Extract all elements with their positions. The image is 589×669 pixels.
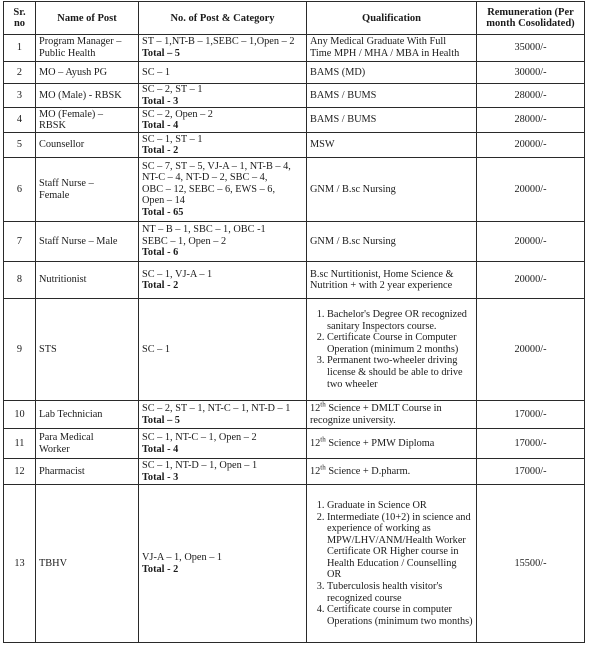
remuneration-cell: 35000/- (477, 35, 585, 62)
post-category-cell (139, 108, 307, 133)
remuneration-cell: 28000/- (477, 84, 585, 108)
qualification-cell (307, 485, 477, 643)
qualification-cell (307, 62, 477, 84)
post-name-line: RBSK (39, 120, 66, 132)
sr-no-cell: 5 (4, 133, 36, 158)
category-line: NT-C – 4, NT-D – 2, SBC – 4, (142, 172, 268, 184)
category-line: SC – 1 (142, 66, 171, 78)
sr-no-cell: 8 (4, 262, 36, 299)
total-count: Total - 3 (142, 471, 179, 483)
remuneration-cell: 20000/- (477, 222, 585, 262)
post-name-cell (36, 133, 139, 158)
total-count: Total - 2 (142, 280, 179, 292)
post-name-cell (36, 84, 139, 108)
sr-no-cell: 3 (4, 84, 36, 108)
post-name-line: MO – Ayush PG (39, 66, 108, 78)
total-count: Total - 65 (142, 207, 184, 219)
qualification-line: BAMS / BUMS (310, 89, 377, 101)
post-name-line: Program Manager – (39, 36, 122, 48)
total-count: Total - 2 (142, 145, 179, 157)
qualification-line: BAMS / BUMS (310, 114, 377, 126)
category-line: SC – 1, ST – 1 (142, 133, 203, 145)
qualification-cell (307, 262, 477, 299)
category-line: OBC – 12, SEBC – 6, EWS – 6, (142, 183, 276, 195)
qualification-cell (307, 222, 477, 262)
post-name-line: TBHV (39, 557, 68, 569)
post-category-cell (139, 158, 307, 222)
remuneration-cell: 17000/- (477, 429, 585, 459)
post-name-line: MO (Female) – (39, 108, 104, 120)
sr-no-cell: 6 (4, 158, 36, 222)
table-row (4, 459, 585, 485)
total-count: Total - 4 (142, 120, 179, 132)
total-count: Total - 3 (142, 95, 179, 107)
post-name-cell (36, 35, 139, 62)
category-line: SC – 1, VJ-A – 1 (142, 268, 213, 280)
table-row (4, 299, 585, 401)
qualification-line: GNM / B.sc Nursing (310, 183, 396, 195)
remuneration-cell: 20000/- (477, 299, 585, 401)
post-name-cell (36, 459, 139, 485)
post-name-cell (36, 485, 139, 643)
category-line: SEBC – 1, Open – 2 (142, 235, 227, 247)
sr-no-cell: 10 (4, 401, 36, 429)
qualification-item (327, 500, 473, 512)
category-line: SC – 2, ST – 1, NT-C – 1, NT-D – 1 (142, 403, 291, 415)
table-row (4, 108, 585, 133)
sr-no-cell: 13 (4, 485, 36, 643)
qualification-item-text: 2. Certificate Course in Computer Operation (minimum 2 months) (327, 332, 459, 355)
table-row (4, 485, 585, 643)
qualification-cell (307, 401, 477, 429)
posts-table (3, 1, 585, 643)
qualification-line: recognize university. (310, 414, 396, 426)
qualification-line: MSW (310, 139, 335, 151)
post-name-line: Worker (39, 443, 70, 455)
post-name-line: Staff Nurse – (39, 178, 94, 190)
header-post-category: No. of Post & Category (139, 2, 307, 35)
ordinal-suffix: th (320, 463, 326, 472)
category-line: SC – 1, NT-D – 1, Open – 1 (142, 460, 258, 472)
sr-no-cell: 12 (4, 459, 36, 485)
category-line: Open – 14 (142, 195, 185, 207)
header-post-name: Name of Post (36, 2, 139, 35)
category-line: SC – 2, ST – 1 (142, 84, 203, 95)
post-category-cell (139, 133, 307, 158)
post-name-cell (36, 62, 139, 84)
table-row (4, 84, 585, 108)
post-category-cell (139, 84, 307, 108)
category-line: SC – 1, NT-C – 1, Open – 2 (142, 432, 257, 444)
post-name-line: Staff Nurse – Male (39, 235, 118, 247)
post-category-cell (139, 459, 307, 485)
table-row (4, 35, 585, 62)
sr-no-cell: 2 (4, 62, 36, 84)
remuneration-cell: 20000/- (477, 158, 585, 222)
remuneration-cell: 15500/- (477, 485, 585, 643)
sr-no-cell: 9 (4, 299, 36, 401)
qualification-item (327, 581, 473, 604)
table-row (4, 158, 585, 222)
qualification-list (310, 309, 473, 390)
post-category-cell (139, 401, 307, 429)
remuneration-cell: 30000/- (477, 62, 585, 84)
header-remuneration: Remuneration (Per month Cosolidated) (477, 2, 585, 35)
category-line: VJ-A – 1, Open – 1 (142, 552, 223, 564)
table-row (4, 133, 585, 158)
sr-no-cell: 11 (4, 429, 36, 459)
qualification-cell (307, 459, 477, 485)
post-name-cell (36, 429, 139, 459)
sr-no-cell: 7 (4, 222, 36, 262)
qualification-item-text: 1. Graduate in Science OR (327, 499, 427, 511)
table-row (4, 262, 585, 299)
post-category-cell (139, 485, 307, 643)
post-name-cell (36, 401, 139, 429)
table-row (4, 429, 585, 459)
qualification-cell (307, 84, 477, 108)
total-count: Total - 2 (142, 563, 179, 575)
post-name-line: Pharmacist (39, 465, 85, 477)
qualification-line: 12th Science + DMLT Course in (310, 400, 442, 415)
post-category-cell (139, 35, 307, 62)
qualification-item (327, 332, 473, 355)
qualification-item (327, 309, 473, 332)
qualification-line: Nutrition + with 2 year experience (310, 280, 453, 292)
post-name-line: Nutritionist (39, 274, 87, 286)
qualification-item (327, 355, 473, 390)
qualification-cell (307, 299, 477, 401)
category-line: SC – 1 (142, 343, 171, 355)
post-name-line: Para Medical (39, 432, 94, 444)
qualification-line: 12th Science + D.pharm. (310, 463, 411, 477)
post-name-cell (36, 108, 139, 133)
header-sr-no: Sr. no (4, 2, 36, 35)
qualification-item-text: 3. Tuberculosis health visitor's recognized course (327, 581, 443, 604)
remuneration-cell: 17000/- (477, 459, 585, 485)
qualification-cell (307, 429, 477, 459)
header-qualification: Qualification (307, 2, 477, 35)
qualification-item-text: 1. Bachelor's Degree OR recognized sanitary Inspectors course. (327, 309, 467, 332)
ordinal-suffix: th (320, 400, 326, 409)
post-category-cell (139, 429, 307, 459)
qualification-cell (307, 133, 477, 158)
category-line: NT – B – 1, SBC – 1, OBC -1 (142, 224, 266, 236)
post-name-cell (36, 262, 139, 299)
category-line: ST – 1,NT-B – 1,SEBC – 1,Open – 2 (142, 36, 295, 48)
qualification-item (327, 604, 473, 627)
qualification-cell (307, 108, 477, 133)
post-name-line: Counsellor (39, 139, 85, 151)
qualification-line: GNM / B.sc Nursing (310, 235, 396, 247)
post-name-line: Lab Technician (39, 408, 103, 420)
post-name-cell (36, 158, 139, 222)
post-name-line: Female (39, 189, 70, 201)
qualification-line: B.sc Nurtitionist, Home Science & (310, 268, 454, 280)
total-count: Total - 6 (142, 247, 179, 259)
table-row (4, 62, 585, 84)
post-name-line: MO (Male) - RBSK (39, 89, 122, 101)
qualification-line: BAMS (MD) (310, 66, 366, 78)
post-name-line: Public Health (39, 48, 96, 59)
sr-no-cell: 4 (4, 108, 36, 133)
table-row (4, 222, 585, 262)
post-name-cell (36, 222, 139, 262)
post-category-cell (139, 262, 307, 299)
qualification-cell (307, 158, 477, 222)
qualification-line: 12th Science + PMW Diploma (310, 435, 435, 449)
post-category-cell (139, 222, 307, 262)
table-row (4, 401, 585, 429)
total-count: Total – 5 (142, 414, 180, 426)
total-count: Total – 5 (142, 48, 180, 59)
sr-no-cell: 1 (4, 35, 36, 62)
qualification-list (310, 500, 473, 628)
category-line: SC – 7, ST – 5, VJ-A – 1, NT-B – 4, (142, 160, 291, 172)
qualification-item (327, 512, 473, 582)
qualification-line: Any Medical Graduate With Full (310, 36, 447, 48)
post-name-line: STS (39, 343, 57, 355)
qualification-item-text: 2. Intermediate (10+2) in science and experience of working as MPW/LHV/ANM/Health Worker Certificate OR Higher course in Health Education / Counselling OR (327, 511, 471, 581)
qualification-line: Time MPH / MHA / MBA in Health (310, 48, 460, 59)
qualification-item-text: 4. Certificate course in computer Operations (minimum two months) (327, 604, 473, 627)
remuneration-cell: 17000/- (477, 401, 585, 429)
qualification-cell (307, 35, 477, 62)
post-category-cell (139, 62, 307, 84)
post-category-cell (139, 299, 307, 401)
ordinal-suffix: th (320, 435, 326, 444)
table-header-row (4, 2, 585, 35)
remuneration-cell: 20000/- (477, 133, 585, 158)
qualification-item-text: 3. Permanent two-wheeler driving license & should be able to drive two wheeler (327, 355, 463, 390)
post-name-cell (36, 299, 139, 401)
category-line: SC – 2, Open – 2 (142, 108, 213, 120)
total-count: Total - 4 (142, 443, 179, 455)
remuneration-cell: 20000/- (477, 262, 585, 299)
remuneration-cell: 28000/- (477, 108, 585, 133)
